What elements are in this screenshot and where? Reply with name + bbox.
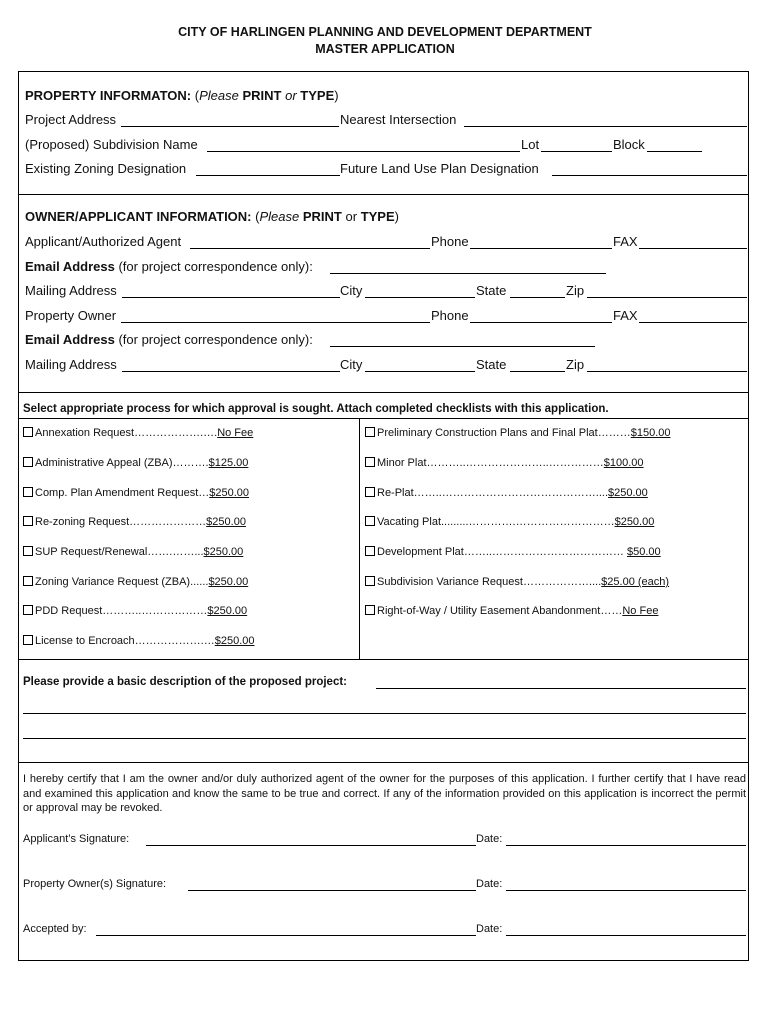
owner-fax-field[interactable]: [639, 322, 747, 323]
owner-zip-field[interactable]: [587, 371, 747, 372]
process-option-label: Annexation Request……………….….No Fee: [35, 427, 254, 439]
project-address-label: Project Address: [25, 112, 117, 127]
owner-phone-field[interactable]: [470, 322, 612, 323]
accepted-date-label: Date:: [476, 923, 503, 935]
column-divider: [359, 418, 360, 659]
process-option-label: Re-Plat……..……………………………………....$250.00: [377, 487, 648, 499]
applicant-email-label: Email Address (for project correspondence only):: [25, 259, 313, 274]
applicant-agent-field[interactable]: [190, 248, 430, 249]
vacating-plat-checkbox[interactable]: [365, 516, 375, 526]
owner-date-label: Date:: [476, 878, 503, 890]
owner-date-field[interactable]: [506, 890, 746, 891]
re-plat-checkbox[interactable]: [365, 487, 375, 497]
process-heading: Select appropriate process for which approval is sought. Attach completed checklists with this application.: [23, 403, 609, 415]
process-option-label: PDD Request………..………………$250.00: [35, 605, 248, 617]
block-field[interactable]: [647, 151, 702, 152]
existing-zoning-label: Existing Zoning Designation: [25, 161, 187, 176]
applicant-phone-field[interactable]: [470, 248, 612, 249]
lot-label: Lot: [521, 137, 540, 152]
owner-mailing-field[interactable]: [122, 371, 340, 372]
subdivision-name-field[interactable]: [207, 151, 520, 152]
description-line-3[interactable]: [23, 738, 746, 739]
owner-fax-label: FAX: [613, 308, 638, 323]
property-owner-field[interactable]: [121, 322, 430, 323]
applicant-signature-field[interactable]: [146, 845, 476, 846]
process-option-label: Re-zoning Request…………………$250.00: [35, 516, 246, 528]
applicant-zip-label: Zip: [566, 283, 585, 298]
process-option-label: Preliminary Construction Plans and Final Plat………$150.00: [377, 427, 671, 439]
section-divider: [19, 659, 748, 660]
nearest-intersection-field[interactable]: [464, 126, 747, 127]
process-option-label: License to Encroach……………….…$250.00: [35, 635, 255, 647]
owner-email-field[interactable]: [330, 346, 595, 347]
process-option-label: Administrative Appeal (ZBA)……….$125.00: [35, 457, 249, 469]
section-divider: [19, 418, 748, 419]
project-address-field[interactable]: [121, 126, 339, 127]
applicant-mailing-label: Mailing Address: [25, 283, 117, 298]
owner-email-label: Email Address (for project correspondence only):: [25, 332, 313, 347]
form-subtitle: MASTER APPLICATION: [315, 42, 455, 56]
form-title: CITY OF HARLINGEN PLANNING AND DEVELOPMENT DEPARTMENT: [178, 25, 592, 39]
owner-city-field[interactable]: [365, 371, 475, 372]
subdivision-name-label: (Proposed) Subdivision Name: [25, 137, 198, 152]
existing-zoning-field[interactable]: [196, 175, 340, 176]
description-line-2[interactable]: [23, 713, 746, 714]
owner-phone-label: Phone: [431, 308, 469, 323]
comp-plan-amendment-checkbox[interactable]: [23, 487, 33, 497]
process-option-label: SUP Request/Renewal…….……...$250.00: [35, 546, 244, 558]
section-divider: [19, 194, 748, 195]
applicant-mailing-field[interactable]: [122, 297, 340, 298]
process-option-label: Right-of-Way / Utility Easement Abandonment……No Fee: [377, 605, 659, 617]
section-divider: [19, 762, 748, 763]
process-option-label: Development Plat……..……………………………… $50.00: [377, 546, 661, 558]
property-owner-label: Property Owner: [25, 308, 117, 323]
section-divider: [19, 392, 748, 393]
owner-signature-label: Property Owner(s) Signature:: [23, 878, 167, 890]
application-form: [18, 71, 749, 961]
description-label: Please provide a basic description of the proposed project:: [23, 676, 347, 688]
process-option-label: Zoning Variance Request (ZBA)......$250.00: [35, 576, 249, 588]
applicant-zip-field[interactable]: [587, 297, 747, 298]
preliminary-construction-checkbox[interactable]: [365, 427, 375, 437]
owner-signature-field[interactable]: [188, 890, 476, 891]
description-line-1[interactable]: [376, 688, 746, 689]
annexation-checkbox[interactable]: [23, 427, 33, 437]
applicant-signature-label: Applicant’s Signature:: [23, 833, 130, 845]
applicant-city-label: City: [340, 283, 363, 298]
owner-city-label: City: [340, 357, 363, 372]
accepted-by-label: Accepted by:: [23, 923, 87, 935]
property-section-heading: PROPERTY INFORMATON: (Please PRINT or TYPE): [25, 88, 339, 103]
nearest-intersection-label: Nearest Intersection: [340, 112, 457, 127]
applicant-phone-label: Phone: [431, 234, 469, 249]
future-land-use-field[interactable]: [552, 175, 747, 176]
administrative-appeal-checkbox[interactable]: [23, 457, 33, 467]
sup-request-checkbox[interactable]: [23, 546, 33, 556]
process-option-label: Comp. Plan Amendment Request…$250.00: [35, 487, 250, 499]
minor-plat-checkbox[interactable]: [365, 457, 375, 467]
owner-mailing-label: Mailing Address: [25, 357, 117, 372]
rezoning-checkbox[interactable]: [23, 516, 33, 526]
right-of-way-abandonment-checkbox[interactable]: [365, 605, 375, 615]
process-option-label: Minor Plat………..…………………..……………$100.00: [377, 457, 644, 469]
process-option-label: Subdivision Variance Request………………....$25.00 (each): [377, 576, 670, 588]
development-plat-checkbox[interactable]: [365, 546, 375, 556]
applicant-date-label: Date:: [476, 833, 503, 845]
applicant-agent-label: Applicant/Authorized Agent: [25, 234, 182, 249]
pdd-request-checkbox[interactable]: [23, 605, 33, 615]
applicant-email-field[interactable]: [330, 273, 606, 274]
process-option-label: Vacating Plat.........………….………………………$250.00: [377, 516, 655, 528]
owner-state-field[interactable]: [510, 371, 565, 372]
owner-state-label: State: [476, 357, 507, 372]
owner-section-heading: OWNER/APPLICANT INFORMATION: (Please PRINT or TYPE): [25, 209, 399, 224]
applicant-state-field[interactable]: [510, 297, 565, 298]
zoning-variance-checkbox[interactable]: [23, 576, 33, 586]
license-to-encroach-checkbox[interactable]: [23, 635, 33, 645]
applicant-city-field[interactable]: [365, 297, 475, 298]
subdivision-variance-checkbox[interactable]: [365, 576, 375, 586]
lot-field[interactable]: [541, 151, 612, 152]
certification-text: I hereby certify that I am the owner and/or duly authorized agent of the owner for the purposes of this application. I further certify that I have read and examined this application and know the same to be true and correct. If any of the information provided on this application is incorrect the permit or approval may be revoked.: [23, 773, 746, 814]
applicant-date-field[interactable]: [506, 845, 746, 846]
applicant-fax-label: FAX: [613, 234, 638, 249]
accepted-by-field[interactable]: [96, 935, 476, 936]
block-label: Block: [613, 137, 645, 152]
owner-zip-label: Zip: [566, 357, 585, 372]
applicant-state-label: State: [476, 283, 507, 298]
applicant-fax-field[interactable]: [639, 248, 747, 249]
future-land-use-label: Future Land Use Plan Designation: [340, 161, 539, 176]
accepted-date-field[interactable]: [506, 935, 746, 936]
